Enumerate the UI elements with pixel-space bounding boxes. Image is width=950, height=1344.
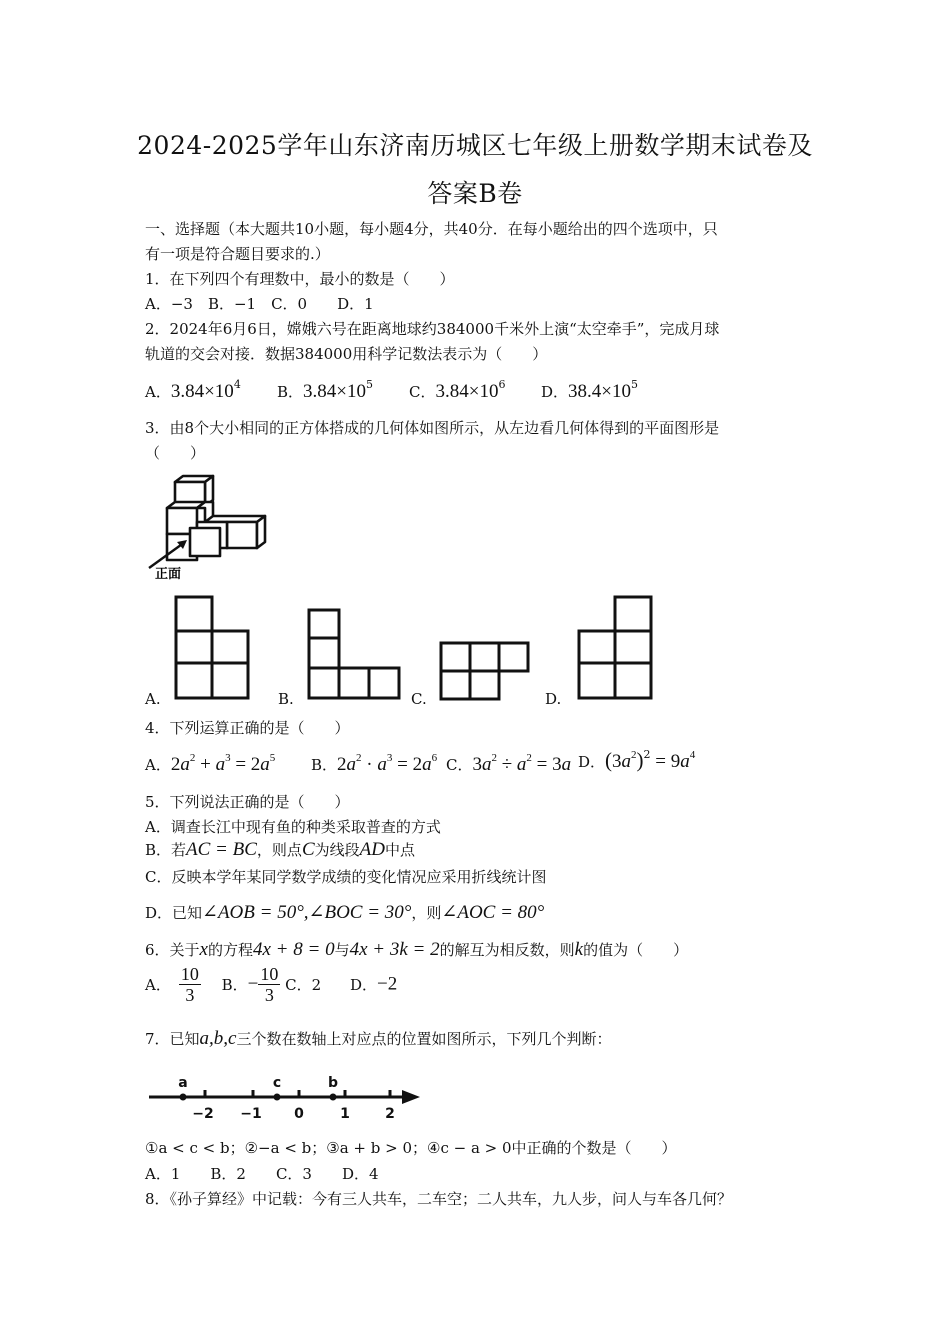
q3-stem-cont: （ ） xyxy=(145,444,206,462)
page-title-line1: 2024-2025学年山东济南历城区七年级上册数学期末试卷及 xyxy=(137,131,813,160)
q8-stem: 8．《孙子算经》中记载：今有三人共车，二车空；二人共车，九人步，问人与车各几何？ xyxy=(145,1190,733,1208)
q3-option-d-label: D. xyxy=(545,690,562,708)
tick-label: 1 xyxy=(340,1106,350,1122)
q5-option-c: C．反映本学年某同学数学成绩的变化情况应采用折线统计图 xyxy=(145,868,547,886)
q4-option-b: B．$2a^2 \cdot a^3 = 2a^6$ xyxy=(311,752,438,775)
cube-stack-figure xyxy=(145,470,270,582)
number-line-figure xyxy=(145,1072,425,1128)
q6-options: A． $\frac{10}{3}$ B．− $\frac{10}{3}$ C．2 D．−2 xyxy=(145,964,398,1005)
q4-option-c: C．$3a^2 \div a^2 = 3a$ xyxy=(446,752,572,775)
q3-shape-d xyxy=(575,594,657,702)
q3-option-c-label: C. xyxy=(411,690,427,708)
tick-label: −2 xyxy=(192,1106,214,1122)
page-title-line2: 答案B卷 xyxy=(427,179,523,208)
q3-shape-c xyxy=(437,640,533,702)
tick-label: 0 xyxy=(294,1106,304,1122)
q4-option-a: A．$2a^2 + a^3 = 2a^5$ xyxy=(145,752,276,775)
q3-stem: 3．由8个大小相同的正方体搭成的几何体如图所示，从左边看几何体得到的平面图形是 xyxy=(145,419,720,437)
q2-option-a: A．$3.84\times 10^4$ xyxy=(145,378,241,402)
point-a-label: a xyxy=(178,1075,188,1091)
q3-shape-b xyxy=(305,607,403,701)
q7-stem: 7．已知a,b,c三个数在数轴上对应点的位置如图所示，下列几个判断： xyxy=(145,1028,612,1049)
q5-stem: 5．下列说法正确的是（ ） xyxy=(145,793,350,811)
q7-options: A．1 B．2 C．3 D．4 xyxy=(145,1165,379,1183)
tick-label: 2 xyxy=(385,1106,395,1122)
q1-stem: 1．在下列四个有理数中，最小的数是（ ） xyxy=(145,270,455,288)
q2-option-b: B．$3.84\times 10^5$ xyxy=(277,378,373,402)
front-label: 正面 xyxy=(155,567,182,582)
q7-judgements: ①a < c < b；②−a < b；③a + b > 0；④c − a > 0中正确的个数是（ ） xyxy=(145,1139,677,1157)
q2-option-c: C．$3.84\times 10^6$ xyxy=(409,378,506,402)
tick-label: −1 xyxy=(240,1106,262,1122)
q5-option-a: A．调查长江中现有鱼的种类采取普查的方式 xyxy=(145,818,441,836)
q1-options: A．−3 B．−1 C．0 D．1 xyxy=(145,295,374,313)
point-c-label: c xyxy=(272,1075,282,1091)
section-heading: 一、选择题（本大题共10小题，每小题4分，共40分．在每小题给出的四个选项中，只 xyxy=(145,220,718,238)
q4-stem: 4．下列运算正确的是（ ） xyxy=(145,719,350,737)
q3-option-b-label: B. xyxy=(278,690,294,708)
point-b-label: b xyxy=(327,1075,339,1091)
q5-option-b: B．若AC = BC，则点C为线段AD中点 xyxy=(145,839,415,860)
section-heading-cont: 有一项是符合题目要求的.） xyxy=(145,245,330,263)
q3-option-a-label: A. xyxy=(145,690,161,708)
q2-stem-cont: 轨道的交会对接．数据384000用科学记数法表示为（ ） xyxy=(145,345,548,363)
q2-option-d: D．$38.4\times 10^5$ xyxy=(541,378,638,402)
q4-option-d: D．$(3a^2)^2 = 9a^4$ xyxy=(578,748,696,772)
q5-option-d: D．已知∠AOB = 50°,∠BOC = 30°，则∠AOC = 80° xyxy=(145,902,545,923)
q6-stem: 6．关于x的方程4x + 8 = 0与4x + 3k = 2的解互为相反数，则k的值为（ ） xyxy=(145,939,689,960)
q2-stem: 2．2024年6月6日，嫦娥六号在距离地球约384000千米外上演“太空牵手”，完成月球 xyxy=(145,320,720,338)
q3-shape-a xyxy=(170,594,252,702)
